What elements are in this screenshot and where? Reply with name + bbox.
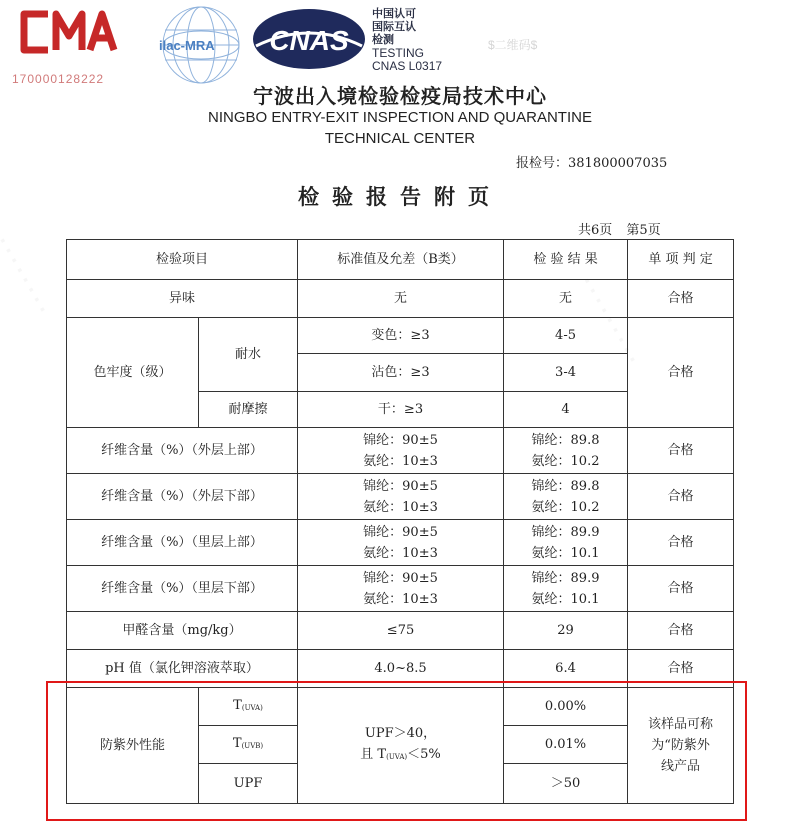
- current-page: 第5页: [626, 223, 661, 238]
- verdict-cell: 合格: [628, 318, 734, 428]
- standard-line: 氨纶：10±3: [363, 499, 438, 515]
- result-line: 锦纶：89.9: [531, 570, 600, 586]
- cnas-en-line: CNAS L0317: [372, 59, 443, 73]
- cma-code: 170000128222: [12, 72, 105, 86]
- standard-cell: ≤75: [298, 612, 504, 650]
- standard-line: UPF＞40，: [364, 726, 437, 741]
- result-line: 锦纶：89.8: [531, 478, 600, 494]
- subscript-uva: (UVA): [386, 753, 408, 761]
- item-cell: 防紫外性能: [67, 688, 199, 804]
- item-cell: 纤维含量（%）（里层下部）: [67, 566, 298, 612]
- standard-text: 且 T: [360, 747, 387, 762]
- standard-cell: 干：≥3: [298, 392, 504, 428]
- verdict-cell: 合格: [628, 650, 734, 688]
- item-cell: 纤维含量（%）（外层上部）: [67, 428, 298, 474]
- table-row: [67, 612, 734, 650]
- cma-logo: [14, 2, 124, 62]
- standard-cell: 无: [298, 280, 504, 318]
- highlight-box: [46, 681, 747, 821]
- result-cell: 29: [504, 612, 628, 650]
- t-symbol: T: [232, 735, 242, 751]
- subitem-cell: UPF: [199, 764, 298, 804]
- result-cell: 4: [504, 392, 628, 428]
- item-cell: 异味: [67, 280, 298, 318]
- result-cell: 无: [504, 280, 628, 318]
- subscript-uvb: (UVB): [241, 741, 264, 750]
- item-cell: 纤维含量（%）（外层下部）: [67, 474, 298, 520]
- cnas-cn-line: 国际互认: [372, 21, 416, 33]
- svg-text:ilac-MRA: ilac-MRA: [159, 38, 215, 53]
- result-line: 氨纶：10.2: [531, 453, 600, 469]
- result-line: 锦纶：89.8: [531, 432, 600, 448]
- ilac-mra-logo: [155, 4, 247, 86]
- t-symbol: T: [233, 697, 242, 713]
- standard-cell: 4.0~8.5: [298, 650, 504, 688]
- cnas-mark-text: [372, 8, 442, 73]
- result-cell: 0.00%: [504, 688, 628, 726]
- table-header-row: [67, 240, 734, 280]
- result-cell: 0.01%: [504, 726, 628, 764]
- standard-line: 锦纶：90±5: [363, 478, 438, 494]
- subscript-uva: (UVA): [241, 703, 263, 712]
- standard-cell: [298, 566, 504, 612]
- verdict-cell: 合格: [628, 280, 734, 318]
- result-cell: 3-4: [504, 354, 628, 392]
- total-pages: 共6页: [578, 223, 613, 238]
- verdict-cell: 合格: [628, 474, 734, 520]
- watermark: [0, 216, 63, 324]
- item-cell: 纤维含量（%）（里层上部）: [67, 520, 298, 566]
- result-line: 氨纶：10.1: [531, 545, 600, 561]
- header-item: 检验项目: [67, 240, 298, 280]
- document-title: 检验报告附页: [298, 184, 502, 209]
- header-verdict: 单 项 判 定: [628, 240, 734, 280]
- cnas-en-line: TESTING: [372, 46, 425, 60]
- verdict-cell: 合格: [628, 428, 734, 474]
- verdict-line: 线产品: [661, 759, 701, 774]
- item-cell: 甲醛含量（mg/kg）: [67, 612, 298, 650]
- standard-text: ＜5%: [407, 747, 441, 762]
- table-row: [67, 566, 734, 612]
- standard-cell: [298, 520, 504, 566]
- result-line: 氨纶：10.1: [531, 591, 600, 607]
- standard-line: 锦纶：90±5: [363, 524, 438, 540]
- org-name-en-line2: TECHNICAL CENTER: [324, 130, 476, 147]
- result-cell: ＞50: [504, 764, 628, 804]
- cnas-cn-line: 检测: [372, 34, 394, 46]
- standard-cell: 沾色：≥3: [298, 354, 504, 392]
- result-line: 锦纶：89.9: [531, 524, 600, 540]
- verdict-cell: 合格: [628, 520, 734, 566]
- table-row: [67, 428, 734, 474]
- standard-line: 氨纶：10±3: [363, 591, 438, 607]
- subitem-cell: 耐摩擦: [199, 392, 298, 428]
- result-cell: 4-5: [504, 318, 628, 354]
- report-number: 报检号：381800007035: [516, 156, 668, 171]
- standard-cell: [298, 474, 504, 520]
- cnas-cn-line: 中国认可: [372, 8, 416, 20]
- qr-placeholder: $二维码$: [488, 38, 538, 52]
- standard-line: 锦纶：90±5: [363, 432, 438, 448]
- verdict-line: 该样品可称: [648, 717, 714, 732]
- subitem-cell: 耐水: [199, 318, 298, 392]
- table-row: [67, 318, 734, 354]
- verdict-cell: 合格: [628, 612, 734, 650]
- org-name-cn: 宁波出入境检验检疫局技术中心: [253, 84, 547, 108]
- result-cell: [504, 520, 628, 566]
- result-line: 氨纶：10.2: [531, 499, 600, 515]
- verdict-line: 为“防紫外: [651, 738, 710, 753]
- svg-text:CNAS: CNAS: [269, 25, 349, 56]
- table-row: [67, 280, 734, 318]
- item-cell: 色牢度（级）: [67, 318, 199, 428]
- standard-line: 锦纶：90±5: [363, 570, 438, 586]
- cnas-logo: [250, 6, 368, 72]
- result-cell: [504, 566, 628, 612]
- org-name-en-line1: NINGBO ENTRY-EXIT INSPECTION AND QUARANTINE: [208, 109, 592, 126]
- table-row: [67, 520, 734, 566]
- item-cell: pH 值（氯化钾溶液萃取）: [67, 650, 298, 688]
- result-cell: 6.4: [504, 650, 628, 688]
- header-logos: [0, 0, 800, 90]
- standard-line: 氨纶：10±3: [363, 545, 438, 561]
- verdict-cell: 合格: [628, 566, 734, 612]
- standard-cell: 变色：≥3: [298, 318, 504, 354]
- table-row: [67, 474, 734, 520]
- header-standard: 标准值及允差（B类）: [298, 240, 504, 280]
- standard-line: 氨纶：10±3: [363, 453, 438, 469]
- result-cell: [504, 474, 628, 520]
- standard-cell: [298, 428, 504, 474]
- page-info: [578, 219, 661, 238]
- header-result: 检 验 结 果: [504, 240, 628, 280]
- result-cell: [504, 428, 628, 474]
